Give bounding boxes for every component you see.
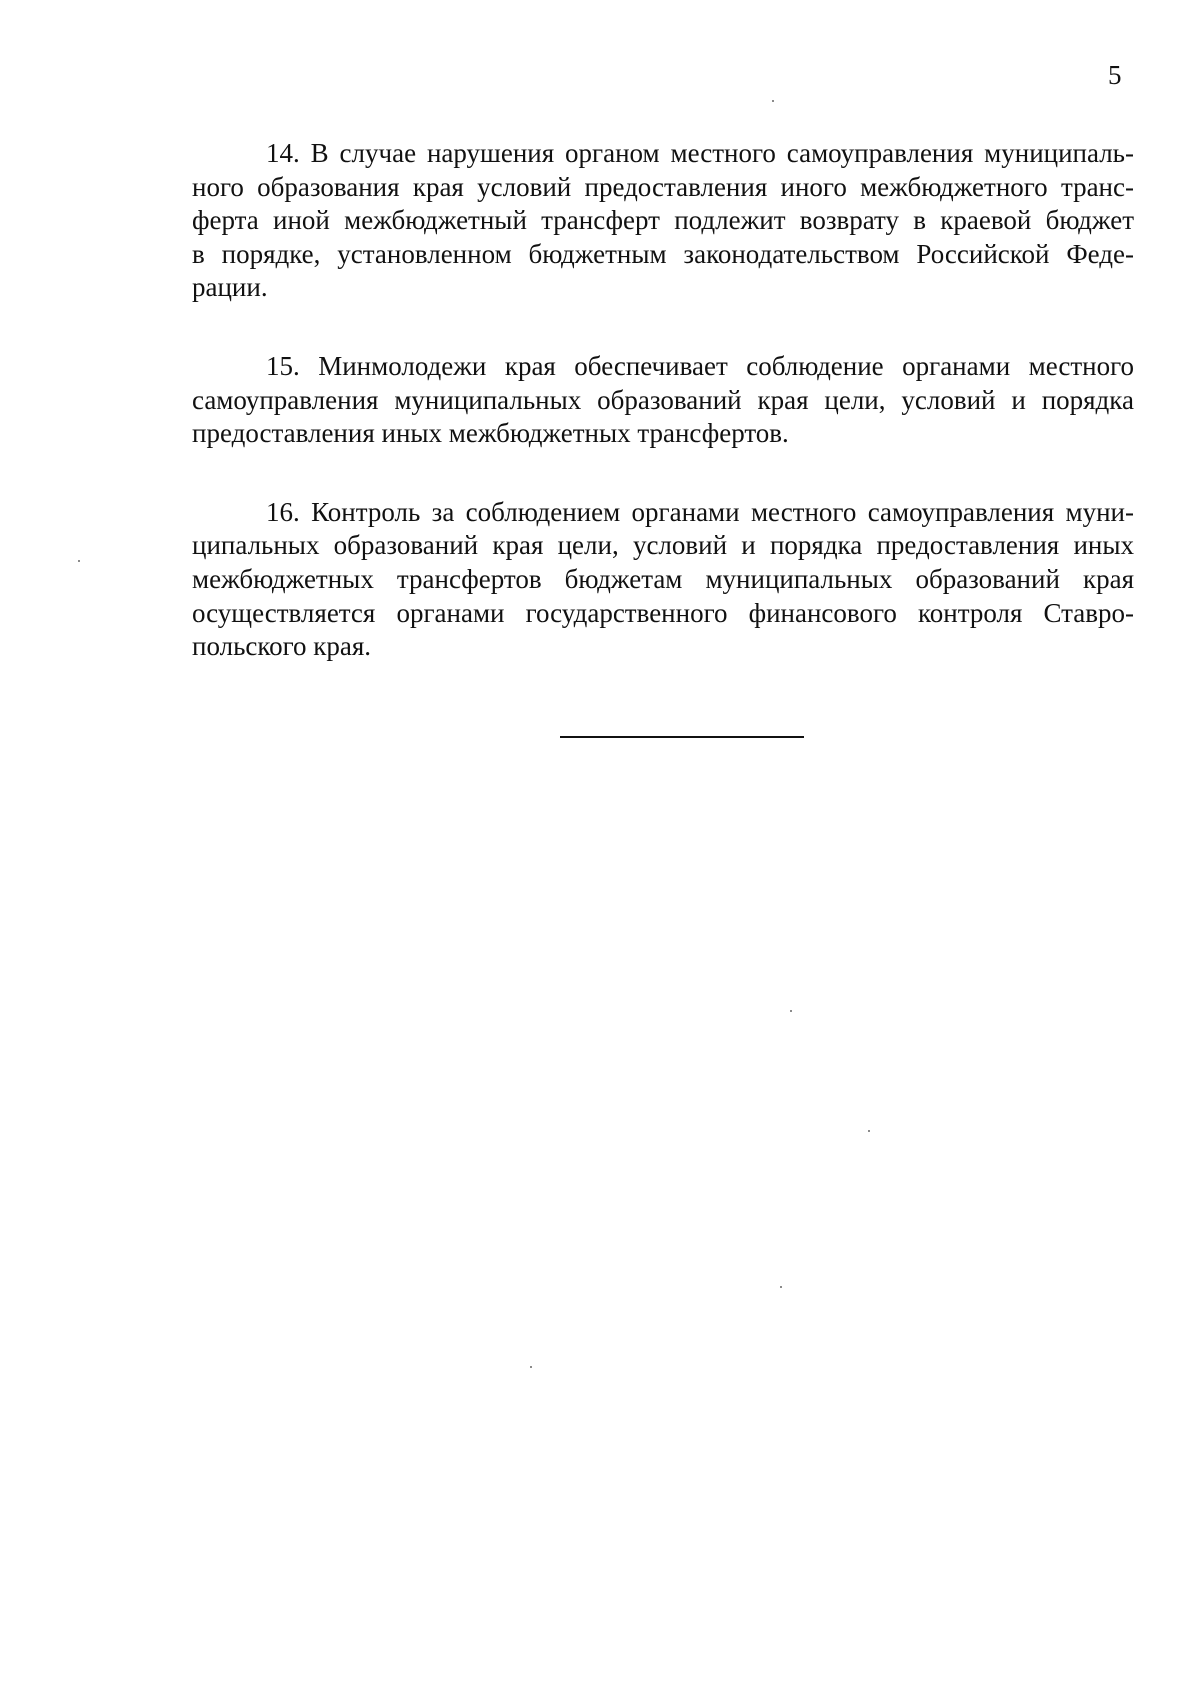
paragraph-line: самоуправления муниципальных образований края цели, условий и порядка bbox=[192, 384, 1134, 415]
paragraph-line: 15. Минмолодежи края обеспечивает соблюдение органами местного bbox=[266, 350, 1134, 381]
scan-speck bbox=[780, 1286, 782, 1288]
paragraph-14 bbox=[192, 137, 1134, 305]
paragraph-line: межбюджетных трансфертов бюджетам муниципальных образований края bbox=[192, 563, 1134, 594]
paragraph-line: 16. Контроль за соблюдением органами местного самоуправления муни- bbox=[266, 496, 1134, 527]
scan-speck bbox=[530, 1366, 532, 1368]
paragraph-line: в порядке, установленном бюджетным законодательством Российской Феде- bbox=[192, 238, 1134, 269]
document-body bbox=[192, 137, 1134, 709]
paragraph-15 bbox=[192, 350, 1134, 451]
scan-speck bbox=[78, 560, 80, 562]
paragraph-line: польского края. bbox=[192, 631, 372, 662]
paragraph-line: рации. bbox=[192, 272, 268, 303]
page-number: 5 bbox=[1108, 60, 1122, 90]
scan-speck bbox=[868, 1130, 870, 1132]
scan-speck bbox=[772, 100, 774, 102]
paragraph-16 bbox=[192, 496, 1134, 664]
paragraph-line: ципальных образований края цели, условий и порядка предоставления иных bbox=[192, 530, 1134, 561]
paragraph-line: 14. В случае нарушения органом местного самоуправления муниципаль- bbox=[266, 138, 1134, 168]
paragraph-line: ферта иной межбюджетный трансферт подлежит возврату в краевой бюджет bbox=[192, 205, 1134, 236]
paragraph-line: предоставления иных межбюджетных трансфертов. bbox=[192, 418, 789, 449]
scan-speck bbox=[790, 1010, 792, 1012]
paragraph-line: ного образования края условий предоставления иного межбюджетного транс- bbox=[192, 171, 1134, 202]
end-of-document-rule bbox=[560, 736, 804, 738]
paragraph-line: осуществляется органами государственного финансового контроля Ставро- bbox=[192, 597, 1134, 628]
